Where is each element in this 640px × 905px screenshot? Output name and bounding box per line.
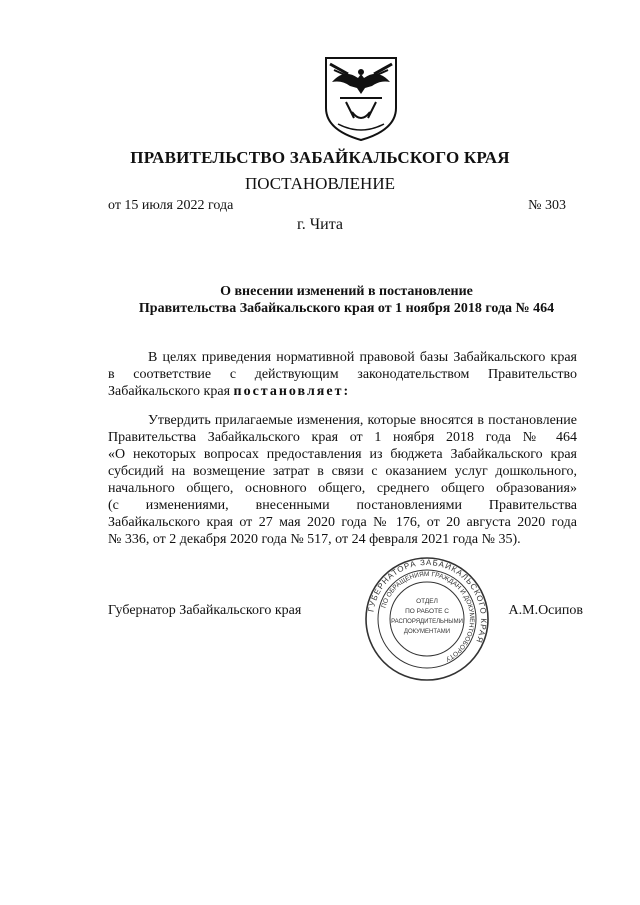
document-date: от 15 июля 2022 года (108, 198, 234, 213)
resolves-keyword: постановляет: (233, 384, 351, 399)
resolution-paragraph (108, 412, 577, 548)
stamp-center-line: РАСПОРЯДИТЕЛЬНЫМИ (391, 619, 463, 625)
stamp-center-line: ДОКУМЕНТАМИ (403, 629, 451, 635)
paragraph-line: Правительства Забайкальского края от 1 ноября 2018 года № 464 (108, 430, 577, 445)
svg-text:ПО ОБРАЩЕНИЯМ ГРАЖДАН И ДОКУМЕ (381, 571, 476, 663)
paragraph-line: (с изменениями, внесенными постановлениями Правительства (108, 498, 577, 513)
government-name: ПРАВИТЕЛЬСТВО ЗАБАЙКАЛЬСКОГО КРАЯ (130, 148, 510, 167)
paragraph-line: № 336, от 2 декабря 2020 года № 517, от 24 февраля 2021 года № 35). (108, 532, 521, 547)
stamp-center-line: ПО РАБОТЕ С (405, 608, 449, 615)
preamble-paragraph (108, 349, 577, 400)
stamp-inner-text: ПО ОБРАЩЕНИЯМ ГРАЖДАН И ДОКУМЕНТООБОРОТУ (380, 570, 476, 663)
document-number: № 303 (528, 198, 566, 213)
stamp-outer-text: ГУБЕРНАТОРА ЗАБАЙКАЛЬСКОГО КРАЯ (366, 557, 489, 645)
paragraph-line: Забайкальского края от 27 мая 2020 года № 176, от 20 августа 2020 года (108, 515, 577, 530)
paragraph-line: «О некоторых вопросах предоставления из бюджета Забайкальского края (108, 447, 577, 462)
paragraph-text: Забайкальского края (108, 384, 234, 399)
title-line-1: О внесении изменений в постановление (220, 284, 473, 299)
stamp-center-line: ОТДЕЛ (416, 598, 438, 605)
paragraph-line: Утвердить прилагаемые изменения, которые вносятся в постановление (148, 413, 577, 428)
signatory-name: А.М.Осипов (508, 603, 583, 618)
document-type: ПОСТАНОВЛЕНИЕ (244, 174, 395, 193)
paragraph-line: начального общего, основного общего, среднего общего образования» (108, 481, 577, 496)
document-city: г. Чита (296, 216, 343, 233)
paragraph-line: субсидий на возмещение затрат в связи с оказанием услуг дошкольного, (108, 464, 577, 479)
signatory-position: Губернатор Забайкальского края (108, 603, 302, 618)
paragraph-line: В целях приведения нормативной правовой базы Забайкальского края (148, 350, 577, 365)
official-stamp (362, 556, 492, 682)
paragraph-line: в соответствие с действующим законодательством Правительство (108, 367, 577, 382)
document-title (108, 283, 585, 317)
title-line-2: Правительства Забайкальского края от 1 ноября 2018 года № 464 (138, 301, 555, 316)
paragraph-line (108, 383, 577, 400)
coat-of-arms-emblem (318, 52, 404, 142)
